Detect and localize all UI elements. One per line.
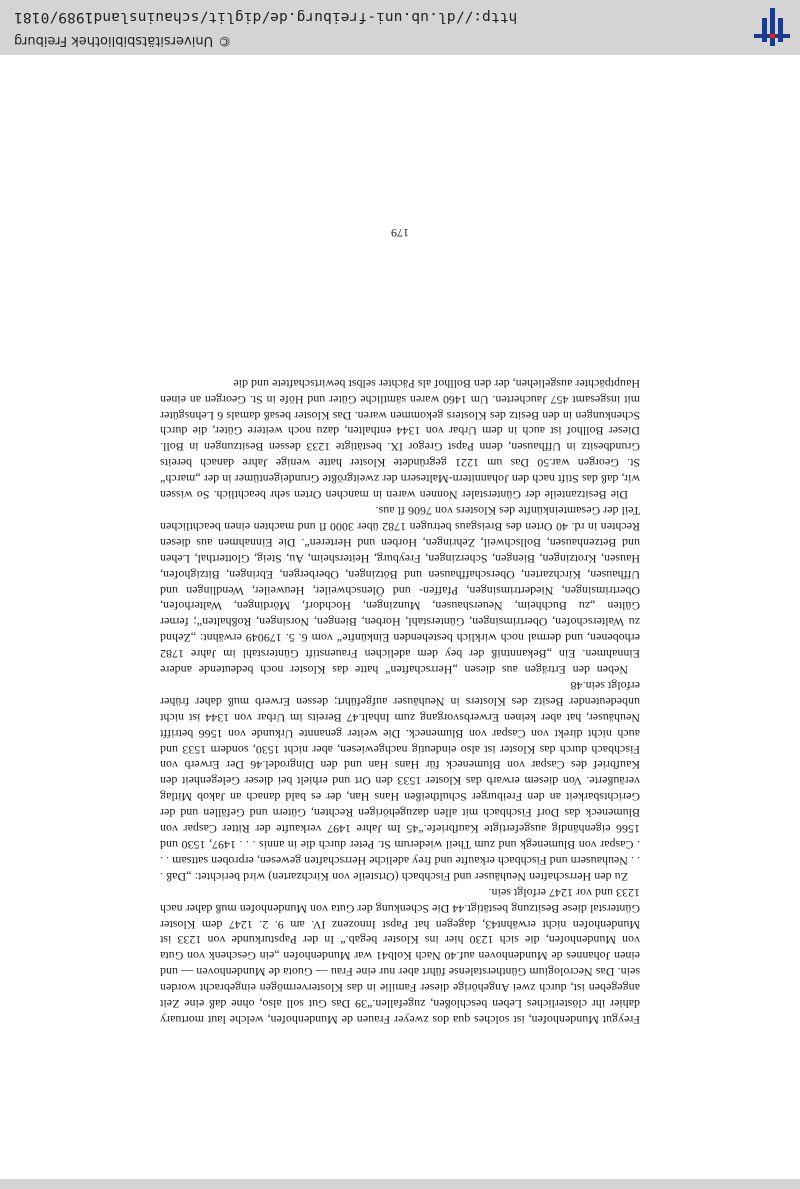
institution-name: Universitätsbibliothek Freiburg xyxy=(14,33,214,49)
paragraph-2: Zu den Herrschaften Neuhäuser und Fischbach (Ortsteile von Kirchzarten) wird berichtet: „Daß . . . Neuhausern und Fischbach erkaufte und frey adeliche Herrschaften gewesen, erproben sattsam . . . Caspar von Blumenegk und zum Theil wiederum St. Peter durch die in annis . . . 1497, 1530 und 1566 eigenhändig ausgefertigte Kaufbriefe.“45 Im Jahre 1497 verkaufte der Ritter Caspar von Blumeneck das Dorf Fischbach mit allen dazugehörigen Rechten, Gütern und Gefällen und der Gerichtsbarkeit an den Freiburger Schultheißen Hans Han, der es bald danach an Jakob Mitlag veräußerte. Von diesem erwarb das Kloster 1533 den Ort und erhielt bei dieser Gelegenheit den Kaufbrief des Caspar von Blumeneck für Hans Han und den Dingrodel.46 Der Erwerb von Fischbach durch das Kloster ist also eindeutig nachgewiesen, aber nicht 1530, sondern 1533 und auch nicht direkt von Caspar von Blumeneck. Die weiter genannte Urkunde von 1566 betrifft Neuhäuser, hat aber keinen Erwerbsvorgang zum Inhalt.47 Bereits im Urbar von 1344 ist nicht unbedeutender Besitz des Klosters in Neuhäuser aufgeführt; dessen Erwerb muß daher früher erfolgt sein.48 xyxy=(159,678,640,884)
footer-bar xyxy=(0,0,800,55)
page-body xyxy=(0,55,800,1179)
copyright-icon: © xyxy=(218,33,232,49)
ub-freiburg-logo-icon xyxy=(754,8,790,46)
paragraph-1: Freygut Mundenhofen, ist solches qua dos zweyer Frauen de Mundenhofen, welche laut mortuary dahier ihr clösterliches Leben beschloßen, zugefallen.“39 Das Gut soll also, ohne daß eine Zeit angegeben ist, durch zwei Angehörige dieser Familie in das Klostervermögen eingebracht worden sein. Das Necrologium Güntherstalense führt aber nur eine Frau — Guota de Mundenhoven — und einen Johannes de Mundenhoven auf.40 Nach Kolb41 war Mundenhofen „ein Geschenk von Guta von Mundenhofen, die sich 1230 hier ins Kloster begab.“ In der Papsturkunde von 1233 ist Mundenhofen nicht erwähnt43, dagegen hat Papst Innozenz IV. am 9. 2. 1247 dem Kloster Günterstal diese Besitzung bestätigt.44 Die Schenkung der Guta von Mundenhofen muß daher nach 1233 und vor 1247 erfolgt sein. xyxy=(160,885,640,1027)
page-number: 179 xyxy=(391,226,409,240)
source-url-link[interactable]: http://dl.ub.uni-freiburg.de/diglit/schauinsland1989/0181 xyxy=(14,9,518,25)
footer-text xyxy=(14,9,732,51)
top-strip xyxy=(0,1179,800,1189)
copyright-line xyxy=(14,31,732,51)
body-text xyxy=(160,375,640,1027)
paragraph-4: Die Besitzanteile der Günterstaler Nonnen waren in manchen Orten sehr beachtlich. So wissen wir, daß das Stift nach den Johannitern-Maltesern der zweitgrößte Grundeigentümer in der „march“ St. Georgen war.50 Das um 1221 gegründete Kloster hatte wenige Jahre danach bereits Grundbesitz in Uffhausen, denn Papst Gregor IX. bestätigte 1233 dessen Besitzungen in Boll. Dieser Bollhof ist auch in dem Urbar von 1344 enthalten, dazu noch weitere Güter, die durch Schenkungen in den Besitz des Klosters gekommen waren. Das Kloster besaß damals 6 Lehnsgüter mit insgesamt 457 Jaucherten. Um 1460 waren sämtliche Güter und Höfe in St. Georgen an einen Hauptpächter ausgeliehen, der den Bollhof als Pächter selbst bewirtschaftete und die xyxy=(160,376,640,503)
paragraph-3: Neben den Erträgen aus diesen „Herrschaften“ hatte das Kloster noch bedeutende andere Einnahmen. Ein „Bekanntniß der bey dem adelichen Frauenstift Günterstahl im Jahre 1782 erhobenen, und dermal noch wirklich bestehenden Einkünfte“ vom 6. 5. 179049 erwähnt: „Zehnd zu Walterschofen, Obertrimsingen, Günterstahl, Horben, Biengen, Norsingen, Roßhalten“; ferner Gülten „zu Buchheim, Neuershausen, Munzingen, Hochdorf, Mördingen, Walterhofen, Obertrimsingen, Niedertrimsingen, Pfaffen- und Ölenschweiler, Heuweiler, Wendlingen und Uffhausen, Kirchzarten, Oberschaffhausen und Bötzingen, Oberbergen, Ebringen, Bitzighofen, Hausen, Krotzingen, Biengen, Scherzingen, Freyburg, Heitersheim, Au, Steig, Glotterthal, Lehen und Betzenhausen, Bollschweil, Zehringen, Horben und Herteren“. Die Einnahmen aus diesen Rechten in rd. 40 Orten des Breisgaus betrugen 1782 über 3000 fl und machten einen beachtlichen Teil der Gesamteinkünfte des Klosters von 7606 fl aus. xyxy=(160,504,640,678)
